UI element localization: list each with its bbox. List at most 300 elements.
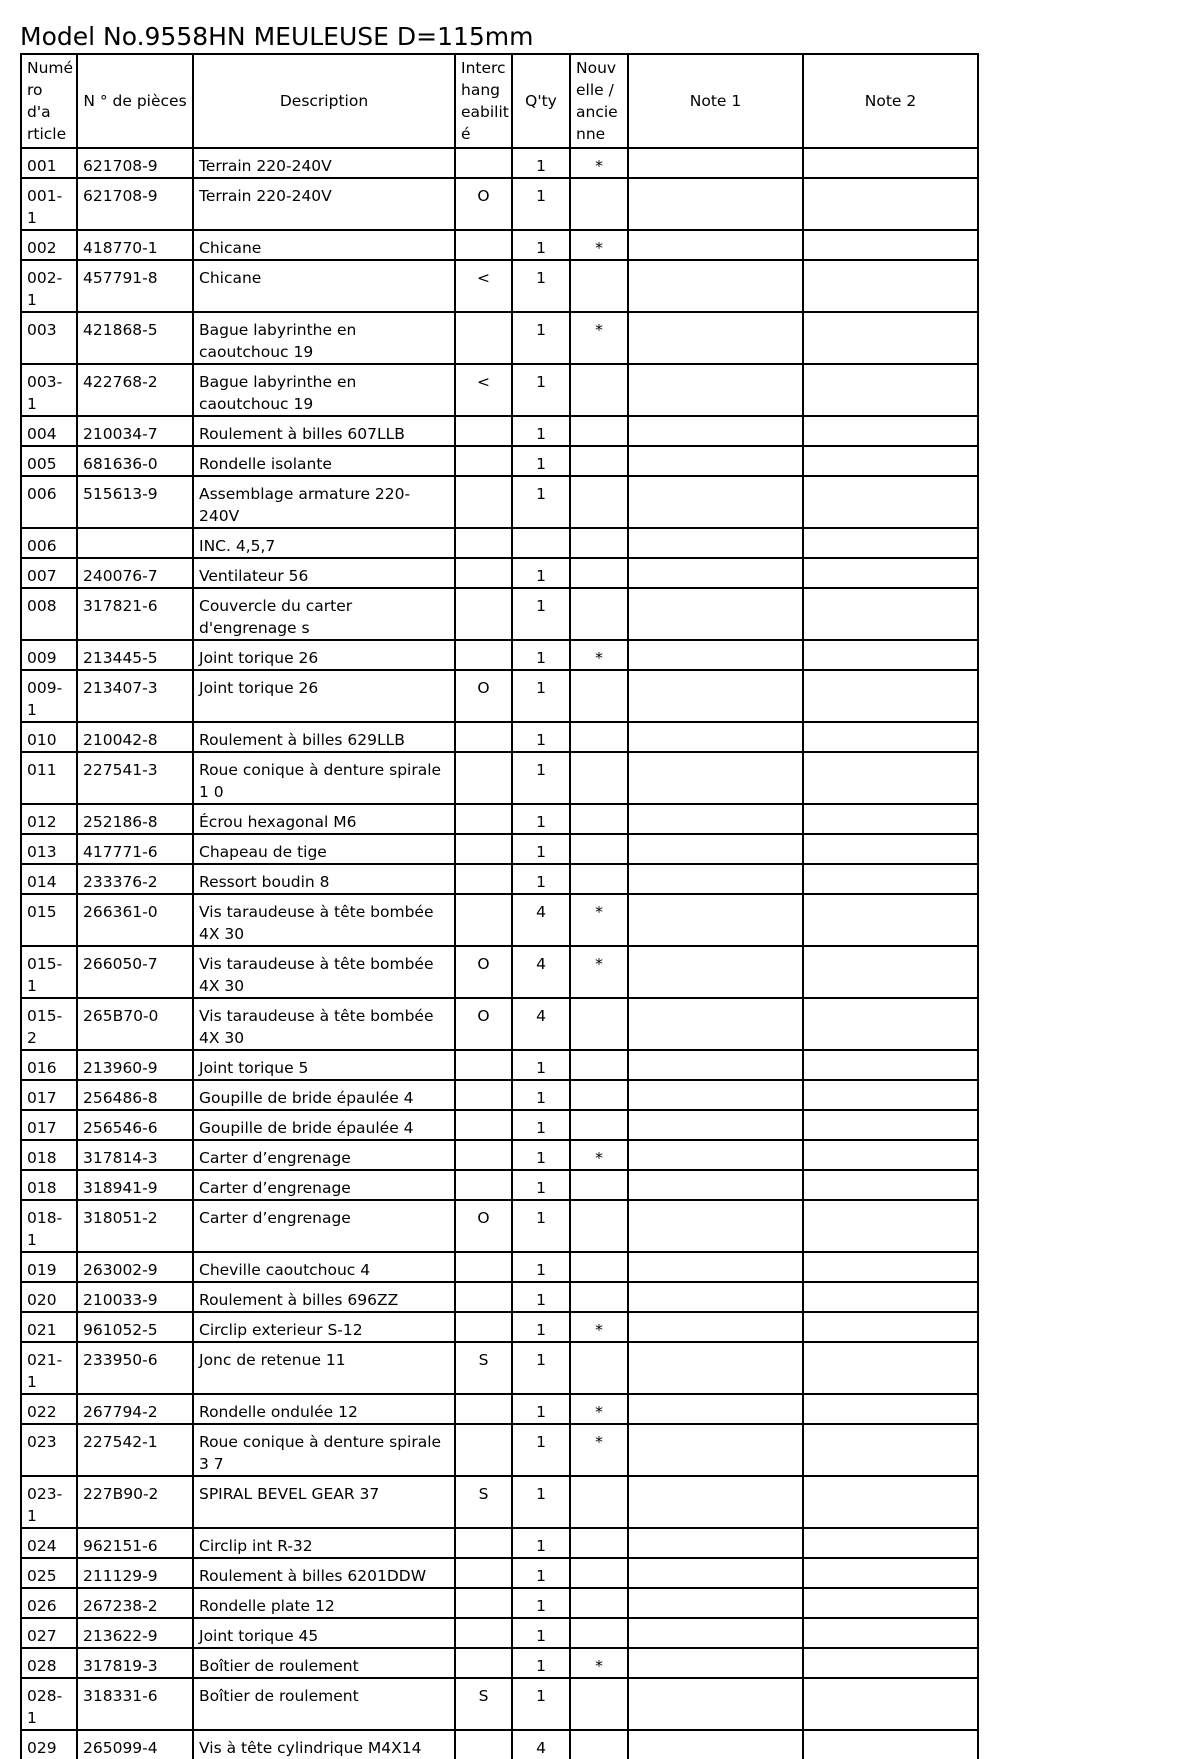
new-old-cell [570, 1200, 628, 1252]
new-old-cell: * [570, 230, 628, 260]
part-number-cell: 211129-9 [77, 1558, 193, 1588]
item-number-cell: 019 [21, 1252, 77, 1282]
description-cell: Rondelle plate 12 [193, 1588, 455, 1618]
new-old-cell [570, 722, 628, 752]
interchangeability-cell: S [455, 1342, 512, 1394]
note-2-cell [803, 312, 978, 364]
note-2-cell [803, 946, 978, 998]
item-number-cell: 029 [21, 1730, 77, 1759]
table-row [21, 260, 978, 312]
description-cell: Rondelle ondulée 12 [193, 1394, 455, 1424]
new-old-cell: * [570, 1394, 628, 1424]
new-old-cell [570, 558, 628, 588]
new-old-cell [570, 864, 628, 894]
note-2-cell [803, 230, 978, 260]
description-cell: Bague labyrinthe en caoutchouc 19 [193, 312, 455, 364]
note-2-cell [803, 752, 978, 804]
table-row [21, 1140, 978, 1170]
table-row [21, 364, 978, 416]
note-1-cell [628, 998, 803, 1050]
note-2-cell [803, 416, 978, 446]
description-cell: Assemblage armature 220-240V [193, 476, 455, 528]
table-row [21, 178, 978, 230]
note-1-cell [628, 446, 803, 476]
description-cell: Chicane [193, 260, 455, 312]
table-row [21, 1312, 978, 1342]
item-number-cell: 004 [21, 416, 77, 446]
table-row [21, 558, 978, 588]
new-old-cell [570, 1558, 628, 1588]
interchangeability-cell: O [455, 946, 512, 998]
item-number-cell: 026 [21, 1588, 77, 1618]
note-1-cell [628, 1282, 803, 1312]
new-old-cell: * [570, 894, 628, 946]
note-2-cell [803, 528, 978, 558]
interchangeability-cell [455, 588, 512, 640]
note-2-cell [803, 722, 978, 752]
note-2-cell [803, 1080, 978, 1110]
part-number-cell: 681636-0 [77, 446, 193, 476]
description-cell: Joint torique 5 [193, 1050, 455, 1080]
new-old-cell [570, 1342, 628, 1394]
description-cell: Roulement à billes 629LLB [193, 722, 455, 752]
quantity-cell [512, 528, 570, 558]
quantity-cell: 4 [512, 894, 570, 946]
part-number-cell: 210034-7 [77, 416, 193, 446]
note-1-cell [628, 1528, 803, 1558]
quantity-cell: 1 [512, 364, 570, 416]
interchangeability-cell [455, 804, 512, 834]
item-number-cell: 024 [21, 1528, 77, 1558]
part-number-cell: 317821-6 [77, 588, 193, 640]
description-cell: Carter d’engrenage [193, 1140, 455, 1170]
part-number-cell: 515613-9 [77, 476, 193, 528]
interchangeability-cell: O [455, 178, 512, 230]
part-number-cell: 317814-3 [77, 1140, 193, 1170]
table-row [21, 1252, 978, 1282]
quantity-cell: 1 [512, 1342, 570, 1394]
interchangeability-cell [455, 416, 512, 446]
table-row [21, 1476, 978, 1528]
part-number-cell: 417771-6 [77, 834, 193, 864]
description-cell: Écrou hexagonal M6 [193, 804, 455, 834]
item-number-cell: 006 [21, 476, 77, 528]
note-2-cell [803, 894, 978, 946]
item-number-cell: 002 [21, 230, 77, 260]
note-1-cell [628, 1618, 803, 1648]
quantity-cell: 1 [512, 1200, 570, 1252]
note-2-cell [803, 1730, 978, 1759]
note-2-cell [803, 1252, 978, 1282]
note-1-cell [628, 946, 803, 998]
new-old-cell [570, 446, 628, 476]
description-cell: Couvercle du carter d'engrenage s [193, 588, 455, 640]
part-number-cell: 227B90-2 [77, 1476, 193, 1528]
item-number-cell: 018 [21, 1170, 77, 1200]
note-2-cell [803, 864, 978, 894]
interchangeability-cell [455, 1312, 512, 1342]
new-old-cell [570, 416, 628, 446]
interchangeability-cell: O [455, 1200, 512, 1252]
interchangeability-cell [455, 1558, 512, 1588]
interchangeability-cell [455, 230, 512, 260]
interchangeability-cell: O [455, 998, 512, 1050]
item-number-cell: 005 [21, 446, 77, 476]
table-row [21, 1050, 978, 1080]
interchangeability-cell [455, 1394, 512, 1424]
item-number-cell: 015-1 [21, 946, 77, 998]
new-old-cell: * [570, 640, 628, 670]
note-2-cell [803, 1588, 978, 1618]
part-number-cell: 621708-9 [77, 148, 193, 178]
table-row [21, 1424, 978, 1476]
note-2-cell [803, 1110, 978, 1140]
note-2-cell [803, 834, 978, 864]
quantity-cell: 1 [512, 1648, 570, 1678]
quantity-cell: 4 [512, 998, 570, 1050]
part-number-cell: 227542-1 [77, 1424, 193, 1476]
interchangeability-cell [455, 894, 512, 946]
description-cell: Vis taraudeuse à tête bombée 4X 30 [193, 946, 455, 998]
parts-table-body [21, 148, 978, 1759]
note-1-cell [628, 312, 803, 364]
header-interchangeability: Interc hang eabilit é [455, 54, 512, 148]
header-note-1: Note 1 [628, 54, 803, 148]
item-number-cell: 027 [21, 1618, 77, 1648]
note-2-cell [803, 1648, 978, 1678]
note-2-cell [803, 1618, 978, 1648]
interchangeability-cell: S [455, 1476, 512, 1528]
description-cell: Terrain 220-240V [193, 178, 455, 230]
part-number-cell: 213622-9 [77, 1618, 193, 1648]
interchangeability-cell [455, 1080, 512, 1110]
description-cell: Carter d’engrenage [193, 1170, 455, 1200]
note-2-cell [803, 476, 978, 528]
new-old-cell: * [570, 1424, 628, 1476]
quantity-cell: 1 [512, 1528, 570, 1558]
part-number-cell: 256546-6 [77, 1110, 193, 1140]
item-number-cell: 008 [21, 588, 77, 640]
part-number-cell: 962151-6 [77, 1528, 193, 1558]
new-old-cell [570, 1678, 628, 1730]
note-1-cell [628, 1588, 803, 1618]
description-cell: Goupille de bride épaulée 4 [193, 1110, 455, 1140]
table-row [21, 946, 978, 998]
table-row [21, 416, 978, 446]
table-row [21, 1342, 978, 1394]
new-old-cell [570, 178, 628, 230]
note-1-cell [628, 148, 803, 178]
quantity-cell: 1 [512, 1476, 570, 1528]
quantity-cell: 1 [512, 1312, 570, 1342]
table-row [21, 670, 978, 722]
description-cell: Rondelle isolante [193, 446, 455, 476]
item-number-cell: 011 [21, 752, 77, 804]
quantity-cell: 1 [512, 1252, 570, 1282]
new-old-cell [570, 1476, 628, 1528]
table-row [21, 640, 978, 670]
description-cell: SPIRAL BEVEL GEAR 37 [193, 1476, 455, 1528]
part-number-cell [77, 528, 193, 558]
part-number-cell: 256486-8 [77, 1080, 193, 1110]
item-number-cell: 017 [21, 1080, 77, 1110]
table-row [21, 1528, 978, 1558]
note-1-cell [628, 588, 803, 640]
table-row [21, 1618, 978, 1648]
note-2-cell [803, 1170, 978, 1200]
interchangeability-cell [455, 476, 512, 528]
note-2-cell [803, 1342, 978, 1394]
parts-table [20, 53, 979, 1759]
description-cell: Chicane [193, 230, 455, 260]
part-number-cell: 317819-3 [77, 1648, 193, 1678]
note-1-cell [628, 1648, 803, 1678]
part-number-cell: 418770-1 [77, 230, 193, 260]
part-number-cell: 233950-6 [77, 1342, 193, 1394]
interchangeability-cell [455, 722, 512, 752]
note-2-cell [803, 1394, 978, 1424]
part-number-cell: 265099-4 [77, 1730, 193, 1759]
note-2-cell [803, 1528, 978, 1558]
interchangeability-cell [455, 640, 512, 670]
part-number-cell: 233376-2 [77, 864, 193, 894]
item-number-cell: 028-1 [21, 1678, 77, 1730]
table-row [21, 446, 978, 476]
item-number-cell: 015 [21, 894, 77, 946]
note-2-cell [803, 1200, 978, 1252]
part-number-cell: 240076-7 [77, 558, 193, 588]
description-cell: INC. 4,5,7 [193, 528, 455, 558]
note-1-cell [628, 864, 803, 894]
table-row [21, 1080, 978, 1110]
part-number-cell: 263002-9 [77, 1252, 193, 1282]
quantity-cell: 1 [512, 312, 570, 364]
note-2-cell [803, 588, 978, 640]
interchangeability-cell [455, 528, 512, 558]
note-1-cell [628, 476, 803, 528]
table-row [21, 528, 978, 558]
interchangeability-cell [455, 1110, 512, 1140]
part-number-cell: 210042-8 [77, 722, 193, 752]
note-1-cell [628, 1424, 803, 1476]
quantity-cell: 1 [512, 416, 570, 446]
quantity-cell: 1 [512, 1618, 570, 1648]
table-row [21, 1588, 978, 1618]
description-cell: Chapeau de tige [193, 834, 455, 864]
new-old-cell [570, 670, 628, 722]
note-1-cell [628, 364, 803, 416]
interchangeability-cell [455, 1170, 512, 1200]
table-row [21, 894, 978, 946]
item-number-cell: 001 [21, 148, 77, 178]
table-row [21, 1558, 978, 1588]
note-1-cell [628, 528, 803, 558]
part-number-cell: 210033-9 [77, 1282, 193, 1312]
table-row [21, 312, 978, 364]
quantity-cell: 1 [512, 1140, 570, 1170]
interchangeability-cell: O [455, 670, 512, 722]
description-cell: Roulement à billes 6201DDW [193, 1558, 455, 1588]
new-old-cell [570, 752, 628, 804]
quantity-cell: 1 [512, 864, 570, 894]
note-1-cell [628, 1080, 803, 1110]
new-old-cell [570, 476, 628, 528]
quantity-cell: 1 [512, 178, 570, 230]
interchangeability-cell [455, 1424, 512, 1476]
interchangeability-cell: < [455, 364, 512, 416]
new-old-cell [570, 588, 628, 640]
interchangeability-cell [455, 1252, 512, 1282]
item-number-cell: 015-2 [21, 998, 77, 1050]
part-number-cell: 213445-5 [77, 640, 193, 670]
part-number-cell: 318331-6 [77, 1678, 193, 1730]
item-number-cell: 021 [21, 1312, 77, 1342]
part-number-cell: 252186-8 [77, 804, 193, 834]
note-1-cell [628, 260, 803, 312]
part-number-cell: 227541-3 [77, 752, 193, 804]
header-new-old: Nouv elle / ancie nne [570, 54, 628, 148]
new-old-cell [570, 1170, 628, 1200]
interchangeability-cell [455, 1588, 512, 1618]
header-note-2: Note 2 [803, 54, 978, 148]
interchangeability-cell [455, 1282, 512, 1312]
item-number-cell: 009-1 [21, 670, 77, 722]
description-cell: Joint torique 26 [193, 670, 455, 722]
new-old-cell [570, 364, 628, 416]
part-number-cell: 422768-2 [77, 364, 193, 416]
description-cell: Roulement à billes 696ZZ [193, 1282, 455, 1312]
interchangeability-cell [455, 864, 512, 894]
note-1-cell [628, 1312, 803, 1342]
description-cell: Vis à tête cylindrique M4X14 [193, 1730, 455, 1759]
note-2-cell [803, 558, 978, 588]
note-1-cell [628, 804, 803, 834]
item-number-cell: 018-1 [21, 1200, 77, 1252]
interchangeability-cell [455, 1050, 512, 1080]
description-cell: Boîtier de roulement [193, 1648, 455, 1678]
note-2-cell [803, 804, 978, 834]
description-cell: Goupille de bride épaulée 4 [193, 1080, 455, 1110]
note-2-cell [803, 364, 978, 416]
note-2-cell [803, 260, 978, 312]
description-cell: Roue conique à denture spirale 1 0 [193, 752, 455, 804]
note-1-cell [628, 416, 803, 446]
table-row [21, 230, 978, 260]
item-number-cell: 001-1 [21, 178, 77, 230]
interchangeability-cell: < [455, 260, 512, 312]
page-title: Model No.9558HN MEULEUSE D=115mm [20, 22, 534, 51]
item-number-cell: 003-1 [21, 364, 77, 416]
part-number-cell: 961052-5 [77, 1312, 193, 1342]
interchangeability-cell [455, 1648, 512, 1678]
item-number-cell: 022 [21, 1394, 77, 1424]
quantity-cell: 1 [512, 1050, 570, 1080]
description-cell: Roue conique à denture spirale 3 7 [193, 1424, 455, 1476]
new-old-cell [570, 1588, 628, 1618]
quantity-cell: 1 [512, 1588, 570, 1618]
new-old-cell [570, 834, 628, 864]
description-cell: Circlip int R-32 [193, 1528, 455, 1558]
item-number-cell: 020 [21, 1282, 77, 1312]
quantity-cell: 1 [512, 670, 570, 722]
new-old-cell: * [570, 1648, 628, 1678]
item-number-cell: 012 [21, 804, 77, 834]
note-1-cell [628, 1170, 803, 1200]
interchangeability-cell [455, 1140, 512, 1170]
interchangeability-cell [455, 752, 512, 804]
new-old-cell [570, 1050, 628, 1080]
new-old-cell [570, 1730, 628, 1759]
new-old-cell: * [570, 1140, 628, 1170]
quantity-cell: 4 [512, 946, 570, 998]
interchangeability-cell [455, 1528, 512, 1558]
description-cell: Roulement à billes 607LLB [193, 416, 455, 446]
header-part-number: N ° de pièces [77, 54, 193, 148]
table-header-row [21, 54, 978, 148]
note-1-cell [628, 1110, 803, 1140]
table-row [21, 1394, 978, 1424]
new-old-cell: * [570, 312, 628, 364]
note-2-cell [803, 1678, 978, 1730]
item-number-cell: 014 [21, 864, 77, 894]
part-number-cell: 265B70-0 [77, 998, 193, 1050]
note-2-cell [803, 1312, 978, 1342]
interchangeability-cell [455, 1618, 512, 1648]
note-1-cell [628, 1252, 803, 1282]
note-1-cell [628, 670, 803, 722]
table-row [21, 804, 978, 834]
note-1-cell [628, 1558, 803, 1588]
interchangeability-cell [455, 1730, 512, 1759]
item-number-cell: 021-1 [21, 1342, 77, 1394]
quantity-cell: 1 [512, 588, 570, 640]
note-1-cell [628, 1394, 803, 1424]
table-row [21, 1110, 978, 1140]
description-cell: Jonc de retenue 11 [193, 1342, 455, 1394]
table-row [21, 834, 978, 864]
description-cell: Boîtier de roulement [193, 1678, 455, 1730]
item-number-cell: 028 [21, 1648, 77, 1678]
quantity-cell: 1 [512, 148, 570, 178]
note-2-cell [803, 1282, 978, 1312]
quantity-cell: 1 [512, 476, 570, 528]
new-old-cell: * [570, 946, 628, 998]
new-old-cell [570, 260, 628, 312]
quantity-cell: 1 [512, 446, 570, 476]
quantity-cell: 1 [512, 558, 570, 588]
note-1-cell [628, 1140, 803, 1170]
table-row [21, 864, 978, 894]
interchangeability-cell [455, 312, 512, 364]
new-old-cell: * [570, 1312, 628, 1342]
part-number-cell: 621708-9 [77, 178, 193, 230]
quantity-cell: 4 [512, 1730, 570, 1759]
part-number-cell: 213960-9 [77, 1050, 193, 1080]
description-cell: Bague labyrinthe en caoutchouc 19 [193, 364, 455, 416]
item-number-cell: 023 [21, 1424, 77, 1476]
table-row [21, 1730, 978, 1759]
part-number-cell: 318941-9 [77, 1170, 193, 1200]
table-row [21, 1282, 978, 1312]
new-old-cell [570, 1252, 628, 1282]
description-cell: Vis taraudeuse à tête bombée 4X 30 [193, 894, 455, 946]
new-old-cell [570, 1528, 628, 1558]
interchangeability-cell [455, 148, 512, 178]
quantity-cell: 1 [512, 260, 570, 312]
description-cell: Vis taraudeuse à tête bombée 4X 30 [193, 998, 455, 1050]
quantity-cell: 1 [512, 1424, 570, 1476]
table-row [21, 588, 978, 640]
